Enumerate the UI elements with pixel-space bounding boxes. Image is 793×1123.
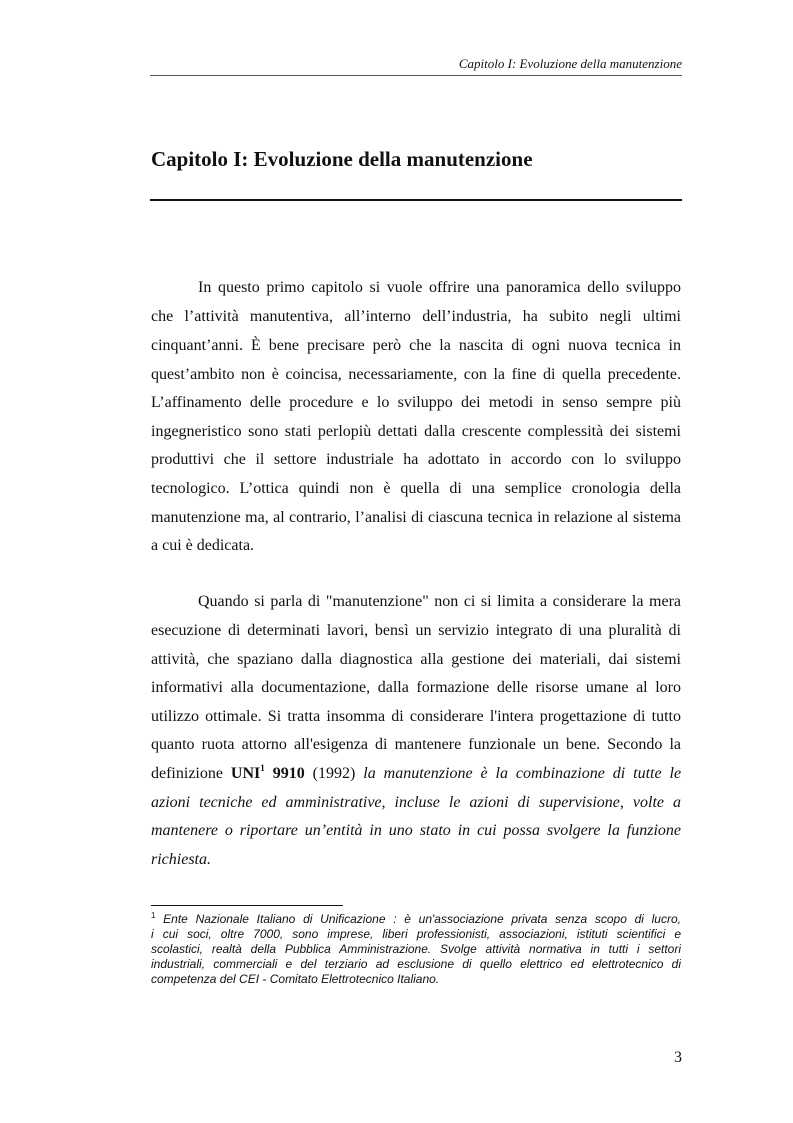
- standard-number: 9910: [272, 765, 305, 782]
- paragraph-line: quest’ambito non è coincisa, necessariamente, con la fine di quella precedente.: [151, 366, 681, 383]
- page-number: 3: [674, 1049, 682, 1066]
- paragraph-line: manutenzione ma, al contrario, l’analisi di ciascuna tecnica in relazione al sistema: [151, 509, 681, 526]
- definition-quote: la manutenzione è la combinazione di tutte le: [363, 765, 681, 782]
- definition-lead: definizione: [151, 765, 223, 782]
- paragraph-line: tecnologico. L’ottica quindi non è quella di una semplice cronologia della: [151, 480, 681, 497]
- paragraph-line: ingegneristico sono stati perlopiù dettati dalla crescente complessità dei sistemi: [151, 423, 681, 440]
- definition-quote-line: richiesta.: [151, 851, 211, 868]
- paragraph-line: che l’attività manutentiva, all’interno dell’industria, ha subito negli ultimi: [151, 308, 681, 325]
- paragraph-line: a cui è dedicata.: [151, 537, 255, 554]
- footnote-text: Ente Nazionale Italiano di Unificazione : è un'associazione privata senza scopo di lucro,: [163, 912, 681, 926]
- chapter-title: Capitolo I: Evoluzione della manutenzione: [151, 147, 533, 171]
- footnote-rule: [151, 905, 343, 906]
- title-rule: [150, 199, 682, 201]
- paragraph-line: Quando si parla di "manutenzione" non ci si limita a considerare la mera: [198, 593, 681, 610]
- standard-org: UNI: [230, 765, 261, 782]
- paragraph-line: informativi alla documentazione, dalla formazione delle risorse umane al loro: [151, 679, 681, 696]
- paragraph-line: utilizzo ottimale. Si tratta insomma di considerare l'intera progettazione di tutto: [151, 708, 681, 725]
- standard-year: (1992): [312, 765, 356, 782]
- paragraph-line: quanto ruota attorno all'esigenza di mantenere funzionale un bene. Secondo la: [151, 736, 681, 753]
- header-rule: [150, 75, 682, 76]
- footnote-marker: 1: [151, 912, 156, 920]
- footnote-ref: 1: [260, 764, 265, 773]
- paragraph-line: produttivi che il settore industriale ha adottato in accordo con lo sviluppo: [151, 451, 681, 468]
- paragraph-line: In questo primo capitolo si vuole offrire una panoramica dello sviluppo: [198, 279, 681, 296]
- footnote-line: industriali, commerciali e del terziario ad esclusione di quello elettrico ed elettrotecnico di: [151, 957, 681, 971]
- footnote-line: scolastici, realtà della Pubblica Amministrazione. Svolge attività normativa in tutti i settori: [151, 942, 681, 956]
- paragraph-line: esecuzione di determinati lavori, bensì un servizio integrato di una pluralità di: [151, 622, 681, 639]
- paragraph-line: cinquant’anni. È bene precisare però che la nascita di ogni nuova tecnica in: [151, 337, 681, 354]
- footnote-line: [151, 912, 681, 927]
- definition-line: [151, 764, 681, 784]
- paragraph-line: L’affinamento delle procedure e lo sviluppo dei metodi in senso sempre più: [151, 394, 681, 411]
- definition-quote-line: mantenere o riportare un’entità in uno stato in cui possa svolgere la funzione: [151, 822, 681, 839]
- footnote-line: i cui soci, oltre 7000, sono imprese, liberi professionisti, associazioni, istituti scientifici e: [151, 927, 681, 941]
- definition-quote-line: azioni tecniche ed amministrative, incluse le azioni di supervisione, volte a: [151, 794, 681, 811]
- footnote-line: competenza del CEI - Comitato Elettrotecnico Italiano.: [151, 972, 440, 986]
- paragraph-line: attività, che spaziano dalla diagnostica alla gestione dei materiali, dai sistemi: [151, 651, 681, 668]
- running-header: Capitolo I: Evoluzione della manutenzione: [458, 56, 682, 71]
